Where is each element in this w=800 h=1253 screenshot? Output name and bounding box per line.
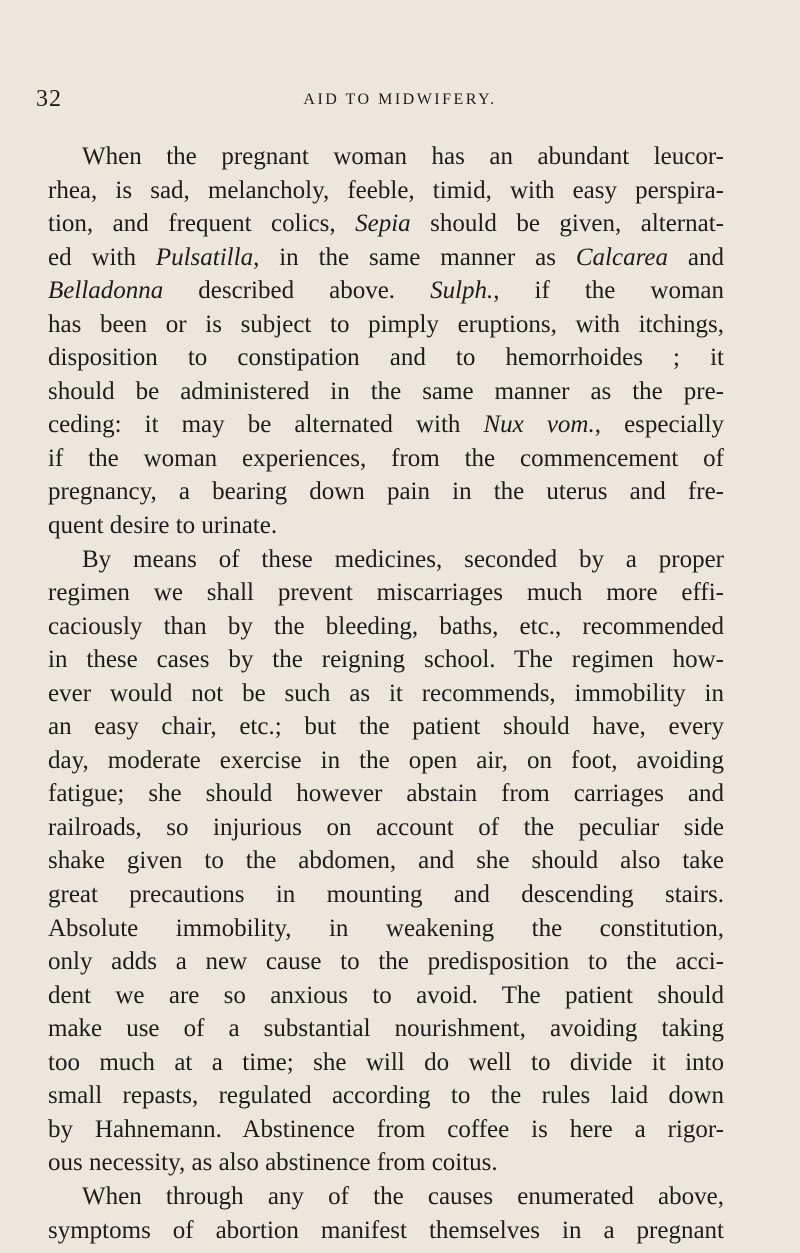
text-segment: described above.	[163, 277, 431, 305]
text-line	[48, 1079, 724, 1113]
text-line	[48, 375, 724, 409]
text-segment: shake given to the abdomen, and she should also take	[48, 847, 724, 875]
italic-remedy-name: Belladonna	[48, 277, 164, 305]
text-segment: , especially	[594, 411, 725, 439]
text-segment: pregnancy, a bearing down pain in the uterus and fre-	[48, 478, 724, 506]
text-segment: ous necessity, as also abstinence from coitus.	[48, 1149, 498, 1177]
text-segment: ever would not be such as it recommends, immobility in	[48, 679, 724, 707]
italic-remedy-name: Pulsatilla	[155, 243, 254, 271]
text-segment: by Hahnemann. Abstinence from coffee is here a rigor-	[48, 1115, 724, 1143]
text-line	[48, 543, 724, 577]
text-line	[48, 1012, 724, 1046]
text-line	[48, 945, 724, 979]
text-line	[48, 744, 724, 778]
text-line	[48, 509, 724, 543]
text-segment: and	[667, 243, 724, 271]
text-line	[48, 207, 724, 241]
text-segment: if the woman experiences, from the commencement of	[48, 444, 724, 472]
running-head: AID TO MIDWIFERY.	[303, 91, 497, 108]
text-segment: should be given, alternat-	[410, 210, 725, 238]
text-line	[48, 677, 724, 711]
text-line	[48, 274, 724, 308]
text-segment: make use of a substantial nourishment, avoiding taking	[48, 1015, 724, 1043]
page-number: 32	[36, 86, 62, 112]
text-segment: too much at a time; she will do well to divide it into	[48, 1048, 724, 1076]
text-segment: day, moderate exercise in the open air, on foot, avoiding	[48, 746, 724, 774]
text-line	[48, 979, 724, 1013]
text-segment: tion, and frequent colics,	[48, 210, 356, 238]
text-segment: When the pregnant woman has an abundant leucor-	[82, 143, 724, 170]
text-segment: , in the same manner as	[253, 243, 576, 271]
text-line	[48, 844, 724, 878]
text-line	[48, 643, 724, 677]
text-segment: Absolute immobility, in weakening the constitution,	[48, 914, 724, 942]
text-line	[48, 1046, 724, 1080]
text-segment: rhea, is sad, melancholy, feeble, timid, with easy perspira-	[48, 176, 724, 204]
text-segment: small repasts, regulated according to the rules laid down	[48, 1082, 724, 1110]
text-line	[48, 912, 724, 946]
text-segment: By means of these medicines, seconded by a proper	[82, 545, 724, 573]
text-line	[48, 610, 724, 644]
text-line	[48, 174, 724, 208]
text-line	[48, 576, 724, 610]
text-line	[48, 408, 724, 442]
text-line	[48, 1146, 724, 1180]
text-line	[48, 308, 724, 342]
text-line	[48, 1113, 724, 1147]
text-line	[48, 442, 724, 476]
italic-remedy-name: Sepia	[355, 210, 411, 238]
text-line	[48, 710, 724, 744]
text-segment: symptoms of abortion manifest themselves in a pregnant	[48, 1216, 724, 1244]
text-segment: fatigue; she should however abstain from carriages and	[48, 780, 724, 808]
text-line	[48, 878, 724, 912]
text-segment: has been or is subject to pimply eruptions, with itchings,	[48, 310, 724, 338]
text-segment: , if the woman	[493, 277, 724, 305]
text-segment: great precautions in mounting and descending stairs.	[48, 881, 724, 909]
text-segment: only adds a new cause to the predisposition to the acci-	[48, 948, 724, 976]
text-segment: dent we are so anxious to avoid. The patient should	[48, 981, 724, 1009]
text-line	[48, 811, 724, 845]
text-line	[48, 241, 724, 275]
italic-remedy-name: Nux vom.	[483, 411, 595, 439]
text-segment: regimen we shall prevent miscarriages much more effi-	[48, 579, 724, 607]
text-line	[48, 1180, 724, 1214]
text-segment: ed with	[48, 243, 156, 271]
text-segment: quent desire to urinate.	[48, 512, 278, 540]
text-line	[48, 1214, 724, 1248]
italic-remedy-name: Sulph.	[430, 277, 494, 305]
text-line	[48, 341, 724, 375]
text-segment: ceding: it may be alternated with	[48, 411, 484, 439]
text-segment: caciously than by the bleeding, baths, etc., recommended	[48, 612, 724, 640]
text-line	[48, 475, 724, 509]
text-segment: disposition to constipation and to hemorrhoides ; it	[48, 344, 724, 372]
text-segment: an easy chair, etc.; but the patient should have, every	[48, 713, 724, 741]
body-text	[48, 140, 724, 1247]
text-line	[48, 777, 724, 811]
text-segment: should be administered in the same manner as the pre-	[48, 377, 724, 405]
text-segment: in these cases by the reigning school. The regimen how-	[48, 646, 724, 674]
text-segment: railroads, so injurious on account of the peculiar side	[48, 813, 724, 841]
text-line	[48, 140, 724, 174]
italic-remedy-name: Calcarea	[575, 243, 668, 271]
text-segment: When through any of the causes enumerated above,	[82, 1182, 724, 1210]
